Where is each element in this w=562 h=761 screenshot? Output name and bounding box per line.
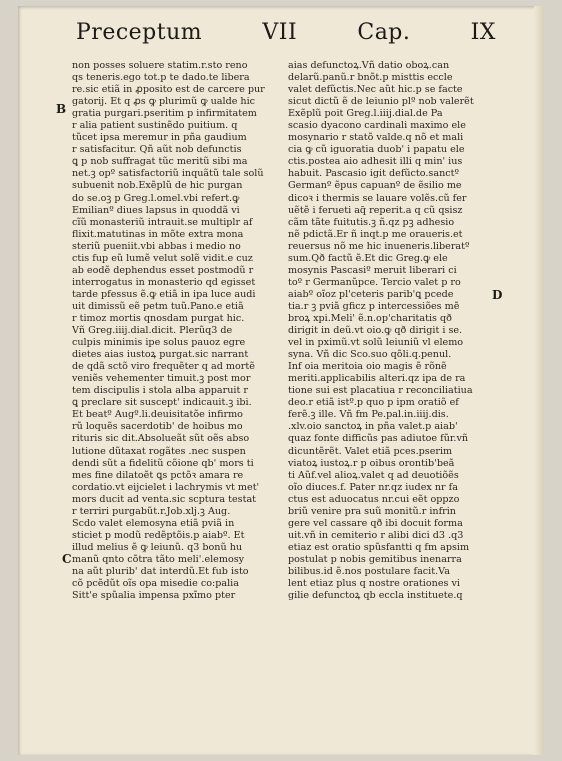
text-line: ꝗ p nob suffragat tũc meritũ sibi ma	[72, 156, 248, 168]
header-cap-label: Cap.	[357, 20, 411, 45]
text-line: gilie defunctoꝝ qb eccla instituete.q	[288, 590, 463, 602]
text-line: dirigit in deũ.vt oio.ꝙ qð dirigit i se.	[288, 325, 463, 337]
text-line: gatorij. Et q ꝓs ꝙ plurimũ ꝙ ualde hic	[72, 96, 256, 108]
text-line: r timoz mortis qnosdam purgat hic.	[72, 312, 245, 324]
text-line: cordatio.vt eijcielet i lachrymis vt met'	[72, 481, 260, 493]
left-text-column	[72, 60, 272, 602]
text-line: ctis.postea aio adhesit illi q min' ius	[288, 156, 463, 168]
text-line: nẽ pdictã.Er ñ inqt.p me oraueris.et	[288, 228, 463, 240]
text-line: vel in pximũ.vt solũ leiuniũ vl elemo	[288, 337, 464, 349]
running-head	[76, 20, 496, 45]
text-line: valet defũctis.Nec aũt hic.p se facte	[288, 84, 463, 96]
text-line: flixit.matutinas in mõte extra mona	[72, 228, 244, 240]
text-line: lutione dũtaxat rogãtes .nec suspen	[72, 445, 246, 457]
text-line: rũ loquẽs sacerdotib' de hoibus mo	[72, 421, 243, 433]
text-line: reuersus nõ me hic inueneris.liberatº	[288, 240, 470, 252]
text-line: subuenit nob.Exẽplũ de hic purgan	[72, 180, 243, 192]
text-line: habuit. Pascasio igit defũcto.sanctº	[288, 168, 459, 180]
text-line: syna. Vñ dic Sco.suo qõli.q.penul.	[288, 349, 452, 361]
text-line: mes fine dilatoẽt ꝗs pctõꝛ amara re	[72, 469, 244, 481]
text-line: toº r Germanũpce. Tercio valet p ro	[288, 276, 461, 288]
text-line: qs teneris.ego tot.p te dado.te libera	[72, 72, 250, 84]
text-line: etiaz est oratio spũsfantti q fm apsim	[288, 541, 470, 553]
text-line: gere vel cassare qð ibi docuit forma	[288, 517, 463, 529]
header-preceptum: Preceptum	[76, 20, 203, 45]
text-line: oĩo diuces.f. Pater nr.qz iudex nr fa	[288, 481, 458, 493]
text-line: do se.oꝫ p Greg.l.omel.vbi refert.ꝙ	[72, 192, 240, 204]
text-line: ferẽ.ꝫ ille. Vñ fm Pe.pal.in.iiij.dis.	[288, 409, 449, 421]
text-line: Sitt'e spũalia impensa pxĩmo pter	[72, 590, 236, 602]
text-line: uẽtẽ i ferueti aq̃ reperit.a q cũ qsisz	[288, 204, 463, 216]
text-line: cia ꝙ cũ iguoratia duob' i papatu ele	[288, 144, 465, 156]
text-line: briũ venire pra suũ monitũ.r infrin	[288, 505, 456, 517]
text-line: interrogatus in monasterio qd egisset	[72, 276, 256, 288]
text-line: Germanº ẽpus capuanº de ẽsilio me	[288, 180, 462, 192]
text-line: broꝝ xpi.Meli' ẽ.n.op'charitatis qð	[288, 312, 452, 324]
text-line: dendi sũt a fidelitũ cõione qb' mors ti	[72, 457, 254, 469]
text-line: bilibus.id ẽ.nos postulare facit.Va	[288, 565, 450, 577]
text-line: sicut dictũ ẽ de leiunio plº nob valerẽt	[288, 96, 474, 108]
text-line: cĩũ monasteriũ intrauit.se multiplr af	[72, 216, 253, 228]
marginal-letter-d: D	[492, 288, 503, 302]
header-chapter-number: IX	[470, 20, 496, 45]
text-line: uit.vñ in cemiterio r alibi dici d3 .q3	[288, 529, 464, 541]
text-line: dietes aias iustoꝝ purgat.sic narrant	[72, 349, 249, 361]
text-line: sticiet p modũ redẽptõis.p aiabº. Et	[72, 529, 245, 541]
text-line: cãm tãte fuitutis.ꝫ ñ.qz pꝫ adhesio	[288, 216, 455, 228]
text-line: Et beatº Augº.li.deuisitatõe infirmo	[72, 409, 243, 421]
text-line: quaz fonte difficũs pas adiutoe fũr.vñ	[288, 433, 469, 445]
text-line: Emilianº diues lapsus in quoddã vi	[72, 204, 240, 216]
text-line: de qdã sctõ viro frequẽter q ad mortẽ	[72, 361, 255, 373]
text-line: cõ pcẽdũt oĩs opa misedie co:palia	[72, 578, 239, 590]
text-line: sum.Qð factũ ẽ.Et dic Greg.ꝙ ele	[288, 252, 448, 264]
text-line: mosynis Pascasiº meruit liberari ci	[288, 264, 457, 276]
text-line: dicuntẽrẽt. Valet etiã pces.pserim	[288, 445, 453, 457]
text-line: meriti.applicabilis alteri.qz ipa de ra	[288, 373, 466, 385]
text-line: steriũ pueniit.vbi abbas i medio no	[72, 240, 241, 252]
text-line: tarde pfessus ẽ.ꝙ etiã in ipa luce audi	[72, 288, 256, 300]
text-line: ab eodẽ dephendus esset postmodũ r	[72, 264, 254, 276]
text-line: aiabº oĩoz pl'ceteris parib'ꝗ pcede	[288, 288, 454, 300]
text-line: scasio dyacono cardinali maximo ele	[288, 120, 466, 132]
text-line: ꝗ preclare sit suscept' indicauit.ꝫ ibi.	[72, 397, 252, 409]
text-line: r alia patient sustinẽdo puitium. q	[72, 120, 238, 132]
text-line: mosynario r statõ valde.q nõ et mali	[288, 132, 464, 144]
text-line: uit dimissũ eẽ petm tuũ.Pano.e etiã	[72, 300, 244, 312]
text-line: re.sic etiã in ꝓposito est de carcere pur	[72, 84, 265, 96]
text-line: net.ꝫ opº satisfactoriũ inquãtũ tale solũ	[72, 168, 264, 180]
text-line: non posses soluere statim.r.sto reno	[72, 60, 248, 71]
text-line: culpis minimis ipe solus pauoz egre	[72, 337, 246, 349]
text-line: ctis fup eũ lumẽ velut solẽ vidit.e cuz	[72, 252, 253, 264]
right-text-column	[288, 60, 488, 602]
header-numeral: VII	[262, 20, 298, 45]
text-line: mors ducit ad venta.sic scptura testat	[72, 493, 257, 505]
text-line: viatoꝝ iustoꝝ.r p oibus orontib'beã	[288, 457, 455, 469]
text-line: aias defunctoꝝ.Vñ datio oboꝝ.can	[288, 60, 450, 71]
text-line: ti Aũf.vel alioꝝ.valet q ad deuotiõẽs	[288, 469, 459, 481]
text-line: r satisfacitur. Qñ aũt nob defunctis	[72, 144, 242, 156]
text-line: tũcet ipsa meremur in pña gaudium	[72, 132, 247, 144]
text-line: dicoꝛ i thermis se lauare volẽs.cũ fer	[288, 192, 467, 204]
text-line: deo.r etiã istº.p quo p ipm oratiõ ef	[288, 397, 459, 409]
text-line: Exẽplũ poit Greg.l.iiij.dial.de Pa	[288, 108, 443, 120]
text-line: delarũ.panũ.r bnõt.p misttis eccle	[288, 72, 453, 84]
text-line: .xlv.oio sanctoꝝ in pña valet.p aiab'	[288, 421, 458, 433]
text-line: tione sui est placatiua r reconciliatiua	[288, 385, 473, 397]
text-line: lent etiaz plus q nostre orationes vi	[288, 578, 460, 590]
text-line: Inf oia meritoia oio magis ẽ rõnẽ	[288, 361, 447, 373]
marginal-letter-c: C	[62, 552, 72, 566]
text-line: tem discipulis i stola alba apparuit r	[72, 385, 248, 397]
text-line: r terriri purgabũt.r.Job.xlj.ꝫ Aug.	[72, 505, 231, 517]
page-edge-shadow	[534, 6, 544, 755]
text-line: Vñ Greg.iiij.dial.dicit. Plerũq3 de	[72, 325, 233, 337]
text-line: na aũt plurib' dat interdũ.Et fub isto	[72, 565, 249, 577]
book-page	[18, 6, 544, 755]
text-line: tia.r ꝫ pviã gficz p intercessiões mẽ	[288, 300, 460, 312]
text-line: Scdo valet elemosyna etiã pviã in	[72, 517, 235, 529]
marginal-letter-b: B	[56, 102, 67, 116]
text-line: gratia purgari.pseritim p infirmitatem	[72, 108, 257, 120]
text-line: ctus est aduocatus nr.cui eẽt oppzo	[288, 493, 460, 505]
text-line: illud melius ẽ ꝙ leiunũ. q3 bonũ hu	[72, 541, 243, 553]
text-line: postulat p nobis gemitibus inenarra	[288, 553, 462, 565]
text-line: rituris sic dit.Absolueãt sũt oẽs abso	[72, 433, 250, 445]
text-line: manũ qnto cõtra tãto meli'.elemosy	[72, 553, 245, 565]
text-line: veniẽs vehementer timuit.ꝫ post mor	[72, 373, 251, 385]
